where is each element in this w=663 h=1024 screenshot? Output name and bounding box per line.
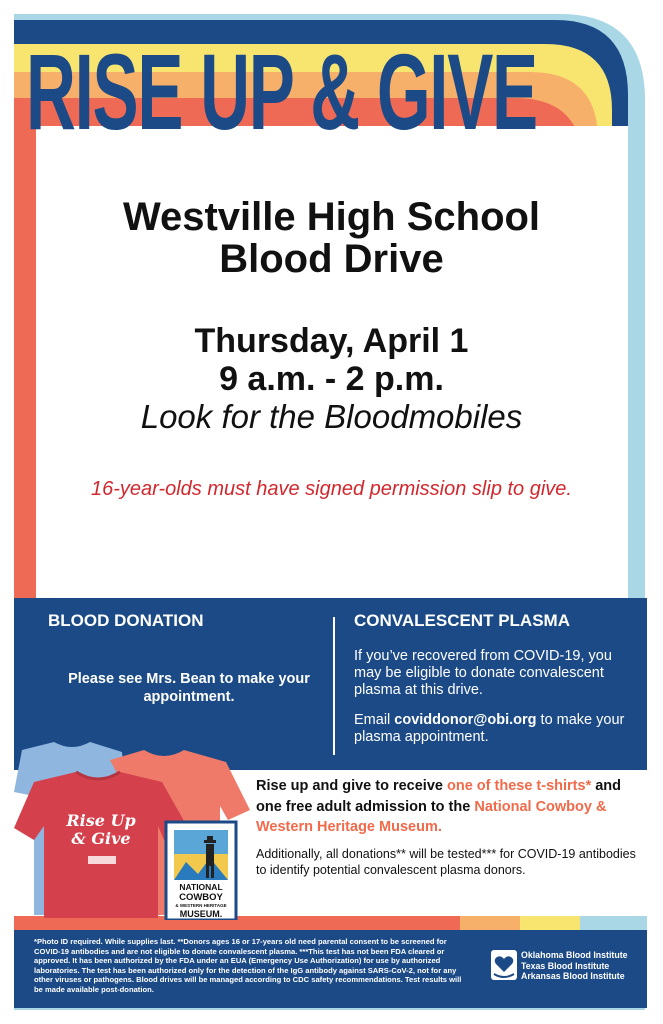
event-time: 9 a.m. - 2 p.m. (219, 360, 444, 398)
tshirt-text-1: Rise Up (66, 811, 136, 830)
museum-line3: & WESTERN HERITAGE (175, 903, 227, 908)
promo-subtext: Additionally, all donations** will be tested*** for COVID-19 antibodies to identify potential convalescent plasma donors. (256, 847, 636, 877)
tshirts-image (14, 740, 256, 920)
event-date: Thursday, April 1 (194, 322, 469, 360)
email-prefix: Email (354, 712, 395, 728)
email-suffix: to make your plasma appointment. (354, 712, 625, 745)
column-divider (333, 617, 335, 755)
headline: RISE UP & GIVE (26, 31, 537, 152)
org-texas: Texas Blood Institute (521, 960, 610, 971)
event-title (40, 196, 623, 280)
plasma-email-text (354, 712, 639, 746)
museum-badge (166, 822, 236, 920)
museum-line4: MUSEUM. (179, 909, 223, 919)
permission-note: 16-year-olds must have signed permission slip to give. (91, 478, 572, 500)
org-arkansas: Arkansas Blood Institute (521, 971, 625, 982)
promo-part1: Rise up and give to receive (256, 778, 447, 794)
promo-text (256, 776, 636, 838)
promo-part4: National Cowboy & Western Heritage Museum. (256, 798, 607, 835)
heart-hands-logo-icon (491, 950, 517, 980)
blood-donation-text: Please see Mrs. Bean to make your appointment. (68, 671, 310, 705)
promo-part2: one of these t-shirts* (447, 778, 592, 794)
school-name: Westville High School (122, 195, 541, 239)
org-oklahoma: Oklahoma Blood Institute (521, 950, 628, 960)
museum-line2: COWBOY (179, 892, 223, 903)
museum-line1: NATIONAL (179, 882, 223, 892)
promo-part3: and one free adult admission to the (256, 778, 622, 815)
plasma-heading: CONVALESCENT PLASMA (354, 611, 570, 630)
location-note: Look for the Bloodmobiles (140, 398, 523, 435)
organization-names (521, 950, 651, 982)
email-link[interactable]: coviddonor@obi.org (394, 712, 537, 728)
blood-donation-heading: BLOOD DONATION (48, 611, 204, 630)
fine-print: *Photo ID required. While supplies last. **Donors ages 16 or 17-years old need parental consent to be screened for COVID-19 antibodies and are not eligible to donate convalescent plasma. ***This test has not been FDA cleared or approved. It has been authorized by the FDA under an EUA (Emergency Use Authorization) for use by authorized laboratories. The test has been authorized only for the detection of the IgG antibody against SARS-CoV-2, not for any other viruses or pathogens. Blood drives will be managed according to CDC safety recommendations. Test results will be made available post-donation. (34, 937, 462, 994)
event-type: Blood Drive (219, 237, 444, 281)
tshirt-text-2: & Give (71, 829, 131, 848)
plasma-text: If you’ve recovered from COVID-19, you may be eligible to donate convalescent plasma at this drive. (354, 648, 612, 698)
